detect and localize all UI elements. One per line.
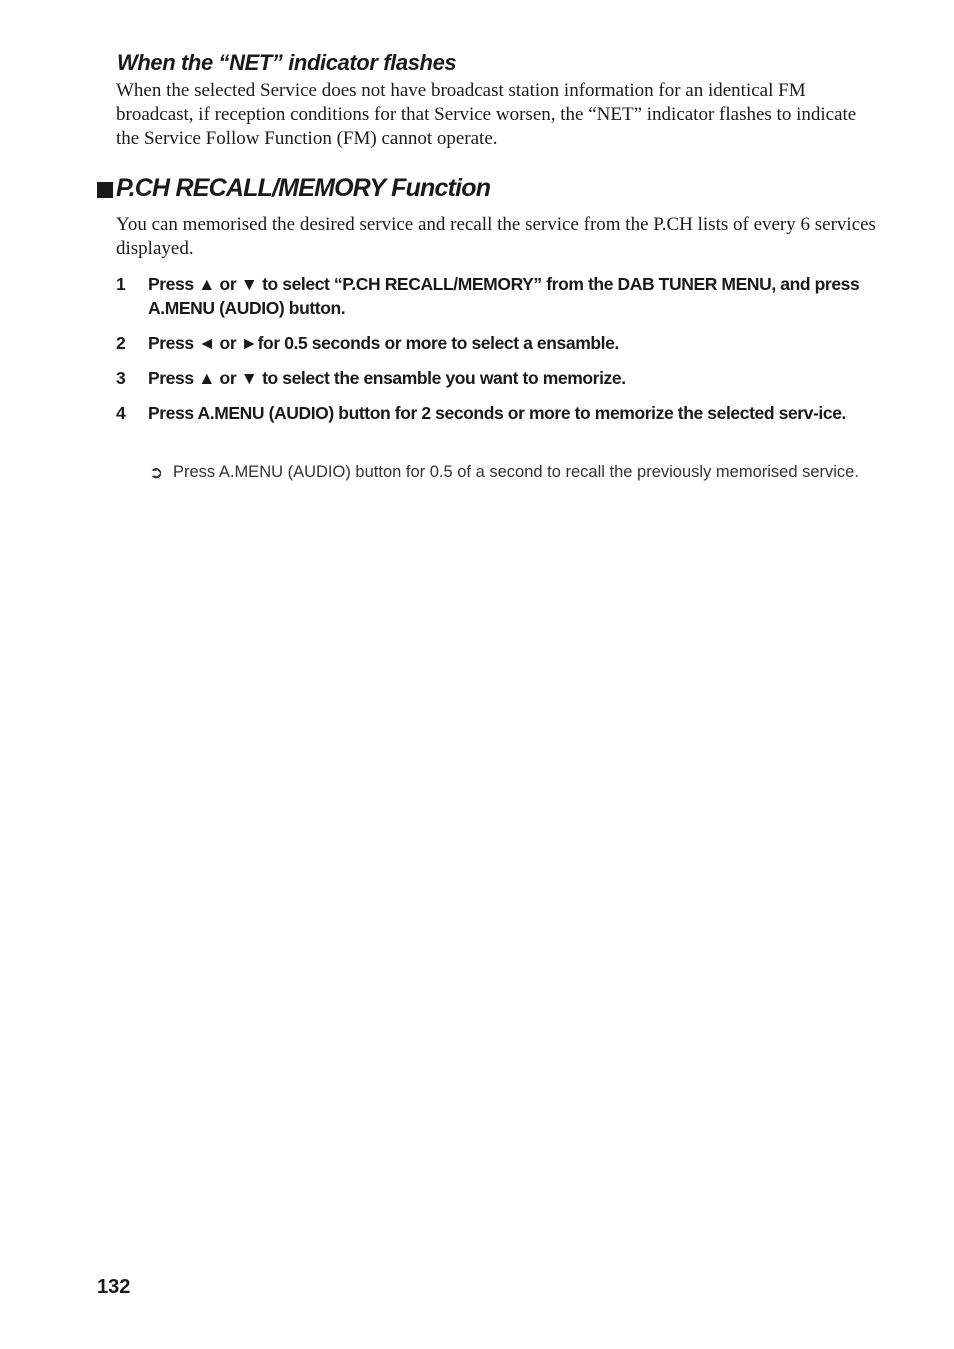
section-heading [97, 174, 490, 203]
step-text: Press A.MENU (AUDIO) button for 2 seconds or more to memorize the selected serv-ice. [148, 403, 847, 423]
note-text: Press A.MENU (AUDIO) button for 0.5 of a second to recall the previously memorised service. [173, 463, 859, 481]
section-title: P.CH RECALL/MEMORY Function [116, 174, 491, 202]
note [149, 461, 879, 484]
step-number: 2 [116, 333, 126, 353]
subsection-title: When the “NET” indicator flashes [117, 50, 457, 75]
step-list [116, 272, 881, 436]
step-number: 1 [116, 274, 126, 294]
step-item [116, 366, 881, 390]
step-number: 4 [116, 403, 126, 423]
section-intro: You can memorised the desired service and recall the service from the P.CH lists of every 6 services displayed. [116, 214, 876, 259]
step-item [116, 272, 881, 320]
step-text: Press ◄ or ►for 0.5 seconds or more to select a ensamble. [148, 333, 619, 353]
step-item [116, 331, 881, 355]
page-number: 132 [97, 1276, 131, 1298]
subsection-body: When the selected Service does not have broadcast station information for an identical FM broadcast, if reception conditions for that Service worsen, the “NET” indicator flashes to indicate the Service Follow Function (FM) cannot operate. [116, 80, 857, 149]
square-bullet-icon [97, 182, 113, 198]
step-item [116, 401, 881, 425]
step-number: 3 [116, 368, 126, 388]
step-text: Press ▲ or ▼ to select “P.CH RECALL/MEMORY” from the DAB TUNER MENU, and press A.MENU (AUDIO) button. [148, 274, 860, 318]
hooked-arrow-icon: ➲ [149, 463, 164, 482]
step-text: Press ▲ or ▼ to select the ensamble you want to memorize. [148, 368, 626, 388]
